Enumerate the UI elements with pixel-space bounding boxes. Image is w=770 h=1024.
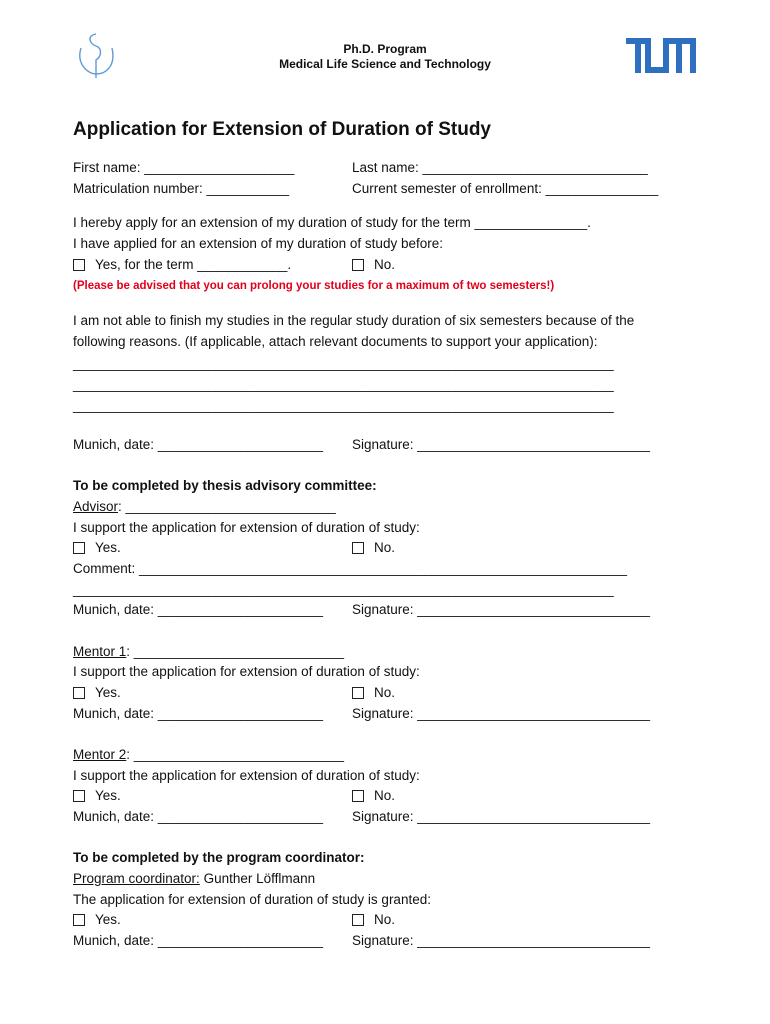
advisor-yes-option[interactable]: Yes. — [73, 539, 121, 557]
advisor-no-option[interactable]: No. — [352, 539, 395, 557]
reasons-text-2: following reasons. (If applicable, attach relevant documents to support your application): — [73, 334, 598, 349]
comment-field[interactable]: Comment: _________________________________________________________________ — [73, 561, 628, 576]
mentor1-field[interactable]: Mentor 1: ____________________________ — [73, 644, 345, 659]
first-name-field[interactable]: First name: ____________________ — [73, 160, 295, 175]
checkbox-icon[interactable] — [73, 790, 85, 802]
coordinator-heading: To be completed by the program coordinator: — [73, 850, 365, 865]
coordinator-signature-field[interactable]: Signature: _______________________________ — [352, 933, 651, 948]
checkbox-icon[interactable] — [73, 542, 85, 554]
checkbox-icon[interactable] — [352, 914, 364, 926]
advisor-field[interactable]: Advisor: ____________________________ — [73, 499, 336, 514]
mentor2-date-field[interactable]: Munich, date: ______________________ — [73, 809, 323, 824]
page-title: Application for Extension of Duration of Study — [73, 119, 491, 140]
last-name-field[interactable]: Last name: ______________________________ — [352, 160, 648, 175]
previous-yes-option[interactable]: Yes, for the term ____________. — [73, 256, 291, 274]
coordinator-name: Program coordinator: Gunther Löfflmann — [73, 871, 316, 886]
advisor-date-field[interactable]: Munich, date: ______________________ — [73, 602, 323, 617]
program-subtitle: Medical Life Science and Technology — [279, 57, 491, 71]
mentor2-support-text: I support the application for extension of duration of study: — [73, 768, 420, 783]
reason-line-2[interactable]: ________________________________________________________________________ — [73, 377, 614, 392]
coordinator-date-field[interactable]: Munich, date: ______________________ — [73, 933, 323, 948]
program-title: Ph.D. Program — [343, 42, 427, 56]
mentor2-yes-option[interactable]: Yes. — [73, 787, 121, 805]
previous-no-option[interactable]: No. — [352, 256, 395, 274]
mentor1-date-field[interactable]: Munich, date: ______________________ — [73, 706, 323, 721]
reasons-text-1: I am not able to finish my studies in the regular study duration of six semesters because of the — [73, 313, 635, 328]
checkbox-icon[interactable] — [73, 914, 85, 926]
applicant-signature-field[interactable]: Signature: _______________________________ — [352, 437, 651, 452]
tum-logo — [626, 38, 696, 74]
checkbox-icon[interactable] — [352, 259, 364, 271]
coordinator-no-option[interactable]: No. — [352, 911, 395, 929]
coordinator-yes-option[interactable]: Yes. — [73, 911, 121, 929]
mentor1-yes-option[interactable]: Yes. — [73, 684, 121, 702]
mentor2-field[interactable]: Mentor 2: ____________________________ — [73, 747, 345, 762]
comment-line-2[interactable]: ________________________________________________________________________ — [73, 582, 614, 597]
checkbox-icon[interactable] — [73, 259, 85, 271]
mentor1-signature-field[interactable]: Signature: _______________________________ — [352, 706, 651, 721]
committee-heading: To be completed by thesis advisory committee: — [73, 478, 377, 493]
apply-term-text: I hereby apply for an extension of my duration of study for the term _______________. — [73, 215, 591, 230]
checkbox-icon[interactable] — [352, 687, 364, 699]
reason-line-3[interactable]: ________________________________________________________________________ — [73, 398, 614, 413]
checkbox-icon[interactable] — [352, 790, 364, 802]
mentor2-no-option[interactable]: No. — [352, 787, 395, 805]
applied-before-text: I have applied for an extension of my duration of study before: — [73, 236, 443, 251]
advisor-signature-field[interactable]: Signature: _______________________________ — [352, 602, 651, 617]
mentor1-no-option[interactable]: No. — [352, 684, 395, 702]
applicant-date-field[interactable]: Munich, date: ______________________ — [73, 437, 323, 452]
checkbox-icon[interactable] — [352, 542, 364, 554]
advisor-support-text: I support the application for extension of duration of study: — [73, 520, 420, 535]
checkbox-icon[interactable] — [73, 687, 85, 699]
granted-text: The application for extension of duration of study is granted: — [73, 892, 431, 907]
semester-field[interactable]: Current semester of enrollment: _______________ — [352, 181, 659, 196]
mentor2-signature-field[interactable]: Signature: _______________________________ — [352, 809, 651, 824]
mentor1-support-text: I support the application for extension of duration of study: — [73, 664, 420, 679]
reason-line-1[interactable]: ________________________________________________________________________ — [73, 356, 614, 371]
advice-note: (Please be advised that you can prolong your studies for a maximum of two semesters!) — [73, 280, 555, 292]
matriculation-field[interactable]: Matriculation number: ___________ — [73, 181, 290, 196]
